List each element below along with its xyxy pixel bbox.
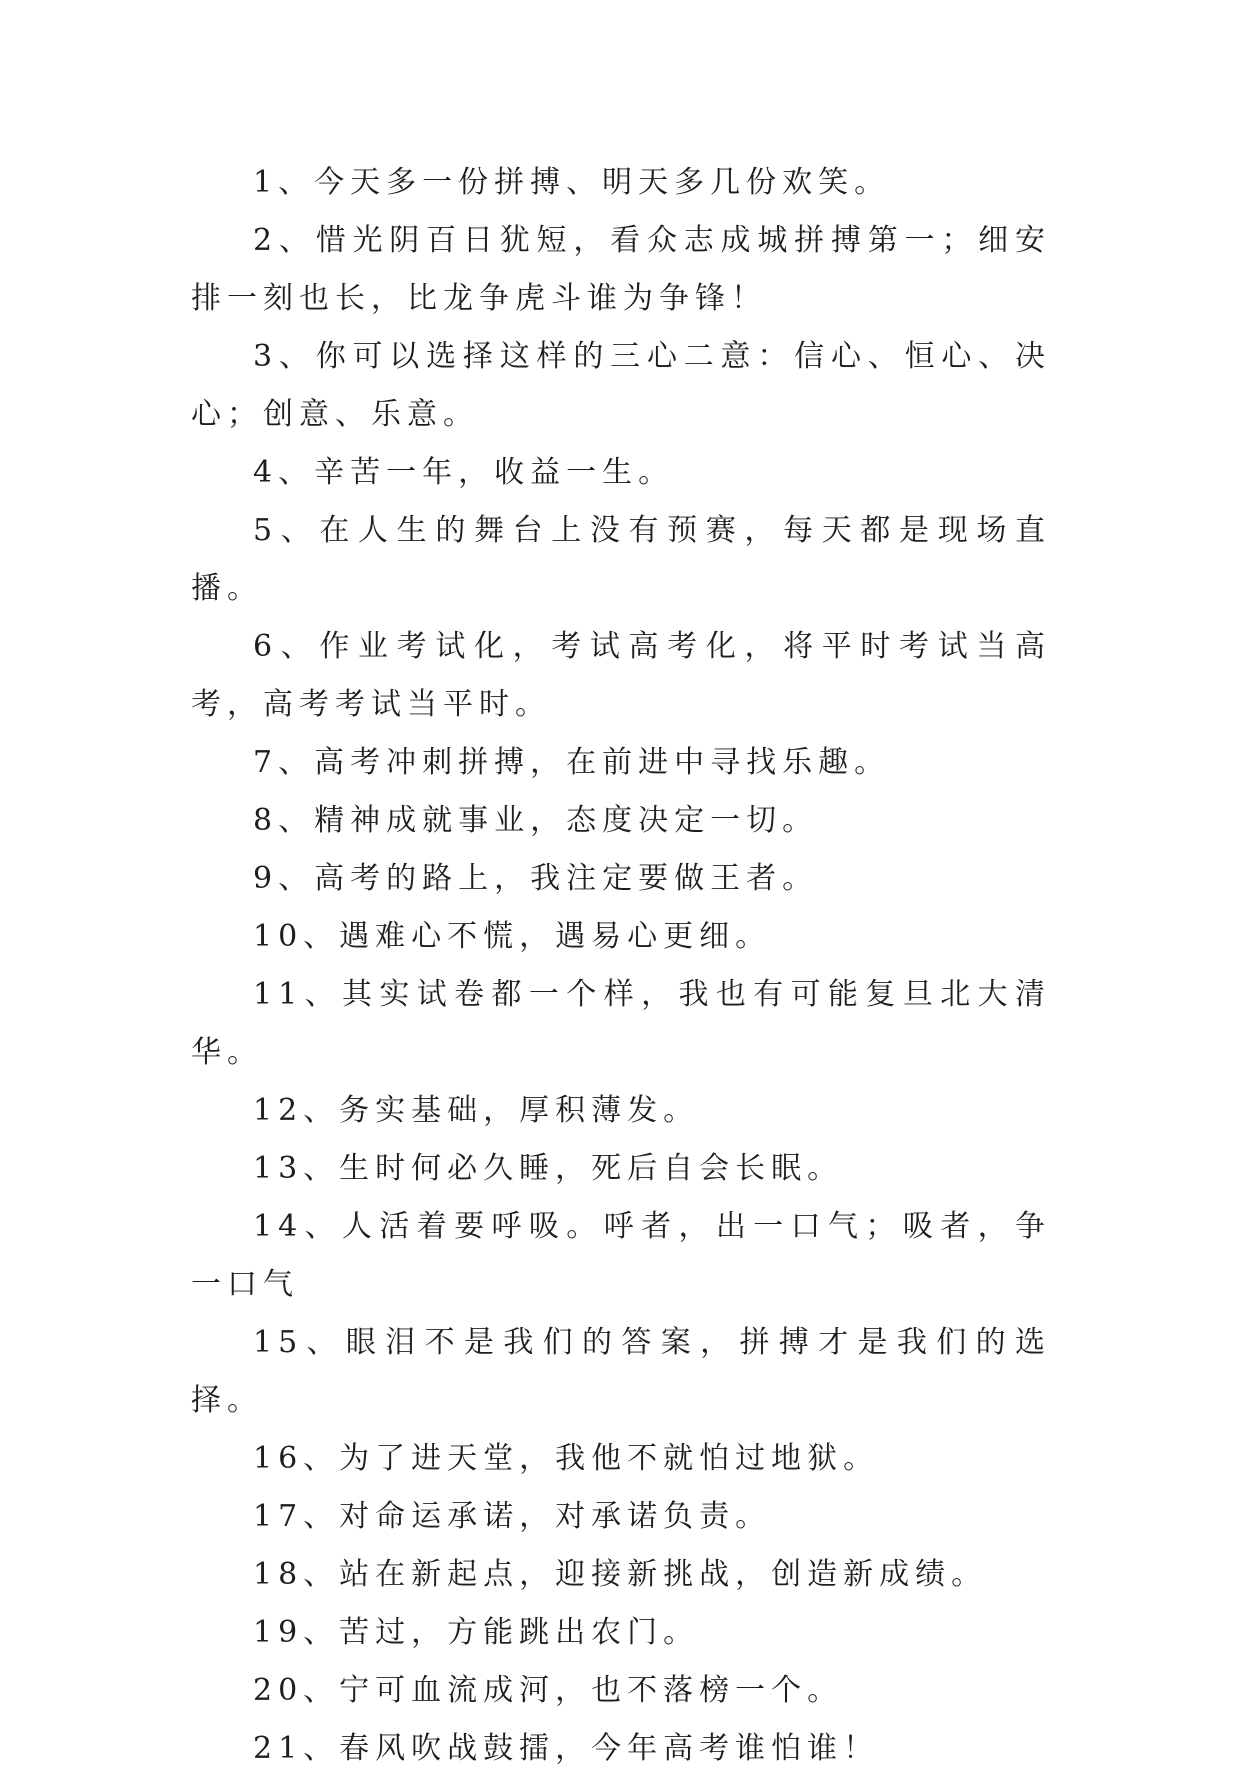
- slogan-item-16: 16、为了进天堂，我他不就怕过地狱。: [253, 1441, 880, 1476]
- slogan-item-12: 12、务实基础，厚积薄发。: [253, 1093, 700, 1128]
- slogan-item-20: 20、宁可血流成河，也不落榜一个。: [253, 1673, 844, 1708]
- slogan-item-10: 10、遇难心不慌，遇易心更细。: [253, 919, 772, 954]
- slogan-item-1: 1、今天多一份拼搏、明天多几份欢笑。: [253, 165, 891, 200]
- slogan-list: [191, 154, 1051, 1778]
- slogan-item-17: 17、对命运承诺，对承诺负责。: [253, 1499, 772, 1534]
- slogan-item-6: 6、作业考试化，考试高考化，将平时考试当高考，高考考试当平时。: [191, 629, 1051, 722]
- slogan-item-5: 5、在人生的舞台上没有预赛，每天都是现场直播。: [191, 513, 1051, 606]
- slogan-item-15: 15、眼泪不是我们的答案，拼搏才是我们的选择。: [191, 1325, 1051, 1418]
- slogan-item-4: 4、辛苦一年，收益一生。: [253, 455, 675, 490]
- slogan-item-19: 19、苦过，方能跳出农门。: [253, 1615, 700, 1650]
- slogan-item-2: 2、惜光阴百日犹短，看众志成城拼搏第一；细安排一刻也长，比龙争虎斗谁为争锋！: [191, 223, 1051, 316]
- slogan-item-11: 11、其实试卷都一个样，我也有可能复旦北大清华。: [191, 977, 1051, 1070]
- slogan-item-21: 21、春风吹战鼓擂，今年高考谁怕谁！: [253, 1731, 880, 1766]
- slogan-item-3: 3、你可以选择这样的三心二意：信心、恒心、决心；创意、乐意。: [191, 339, 1051, 432]
- slogan-item-9: 9、高考的路上，我注定要做王者。: [253, 861, 819, 896]
- slogan-item-13: 13、生时何必久睡，死后自会长眠。: [253, 1151, 844, 1186]
- slogan-item-8: 8、精神成就事业，态度决定一切。: [253, 803, 819, 838]
- slogan-item-18: 18、站在新起点，迎接新挑战，创造新成绩。: [253, 1557, 988, 1592]
- slogan-item-14: 14、人活着要呼吸。呼者，出一口气；吸者，争一口气: [191, 1209, 1051, 1302]
- slogan-item-7: 7、高考冲刺拼搏，在前进中寻找乐趣。: [253, 745, 891, 780]
